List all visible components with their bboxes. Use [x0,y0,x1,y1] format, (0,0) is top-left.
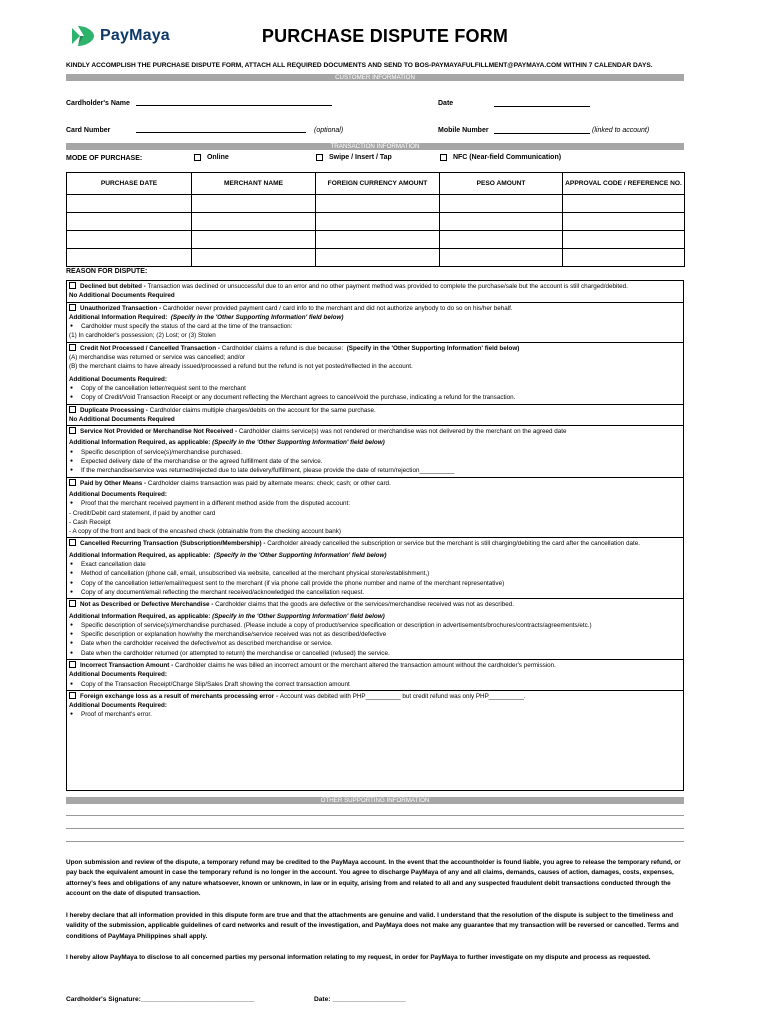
checkbox[interactable] [316,154,323,161]
other-info-line[interactable] [66,815,684,816]
reason-credit-not-processed: Credit Not Processed / Cancelled Transaction - Cardholder claims a refund is due because: (Specify in the 'Other Supporting Information' field below) (A) merchandise was returned or service was cancelled; and/or (B) the merchant claims to have already issued/processed a refund but the refund is not yet posted/reflected in the account. Additional Documents Required: ● Copy of the cancellation letter/request sent to the merchant ● Copy of Credit/Void Transaction Receipt or any document reflecting the Merchant agrees to cancel/void the purchase, indicating a refund for the transaction. [67,343,683,405]
checkbox[interactable] [69,661,76,668]
terms-disclosure: I hereby allow PayMaya to disclose to all concerned parties my personal information relating to my request, in order for PayMaya to further investigate on my dispute and process as requested. [66,954,651,961]
page-title: PURCHASE DISPUTE FORM [261,26,509,46]
reason-fx-loss: Foreign exchange loss as a result of merchants processing error - Account was debited with PHP__________ but credit refund was only PHP__________. Additional Documents Required: ● Proof of merchant's error. [67,691,683,721]
table-row[interactable] [67,249,685,267]
table-row[interactable] [67,195,685,213]
other-info-line[interactable] [66,841,684,842]
mobile-note: (linked to account) [592,127,650,134]
reason-title: REASON FOR DISPUTE: [66,268,148,275]
checkbox[interactable] [69,344,76,351]
card-number-note: (optional) [314,127,344,134]
checkbox[interactable] [69,304,76,311]
col-foreign-amount: FOREIGN CURRENCY AMOUNT [316,173,440,195]
mode-nfc[interactable]: NFC (Near-field Communication) [440,154,561,161]
cardholder-name-field[interactable] [136,105,332,106]
col-peso-amount: PESO AMOUNT [440,173,563,195]
reasons-box [66,280,684,791]
table-row[interactable] [67,231,685,249]
checkbox[interactable] [69,600,76,607]
brand-name: PayMaya [100,27,170,44]
transaction-info-bar: TRANSACTION INFORMATION [66,143,684,150]
checkbox[interactable] [69,282,76,289]
cardholder-name-label: Cardholder's Name [66,100,130,107]
reason-other-means: Paid by Other Means - Cardholder claims transaction was paid by alternate means: check; cash; or other card. Additional Documents Required: ● Proof that the merchant received payment in a different method aside from the disputed account: - Credit/Debit card statement, if paid by another card - Cash Receipt - A copy of the front and back of the encashed check (obtainable from the checking account bank) [67,478,683,539]
checkbox[interactable] [69,479,76,486]
other-info-line[interactable] [66,828,684,829]
signature-date-field[interactable]: Date: ____________________ [314,996,406,1003]
card-number-label: Card Number [66,127,111,134]
terms-refund: Upon submission and review of the dispute, a temporary refund may be credited to the PayMaya account. In the event that the accountholder is found liable, you agree to release the temporary refund, or pay back the equivalent amount in case the temporary refund is no longer in the account. You agree to discharge PayMaya of any and all claims, demands, causes of action, damages, costs, expenses, attorney's fees and obligations of any nature whatsoever, known or unknown, in law or in equity, arising from and related to all and any suspected fraudulent debit transactions conducted through the account on the date of disputed transaction. [66,859,681,897]
col-approval-code: APPROVAL CODE / REFERENCE NO. [563,173,685,195]
table-header-row [67,173,685,195]
checkbox[interactable] [69,539,76,546]
reason-declined: Declined but debited - Transaction was declined or unsuccessful due to an error and no other payment method was provided to complete the purchase/sale but the account is still charged/debited. No Additional Documents Required [67,281,683,303]
instruction-text: KINDLY ACCOMPLISH THE PURCHASE DISPUTE FORM, ATTACH ALL REQUIRED DOCUMENTS AND SEND TO BOS-PAYMAYAFULFILLMENT@PAYMAYA.COM WITHIN 7 CALENDAR DAYS. [66,62,653,69]
other-info-bar: OTHER SUPPORTING INFORMATION [66,797,684,804]
checkbox[interactable] [69,406,76,413]
checkbox[interactable] [69,692,76,699]
reason-incorrect-amount: Incorrect Transaction Amount - Cardholder claims he was billed an incorrect amount or the merchant altered the transaction amount without the cardholder's permission. Additional Documents Required: ● Copy of the Transaction Receipt/Charge Slip/Sales Draft showing the correct transaction amount [67,660,683,691]
table-row[interactable] [67,213,685,231]
checkbox[interactable] [194,154,201,161]
reason-defective: Not as Described or Defective Merchandise - Cardholder claims that the goods are defective or the services/merchandise received was not as described. Additional Information Required, as applicable: (Specify in the 'Other Supporting Information' field below) ● Specific description of service(s)/merchandise purchased. (Please include a copy of product/service specification or description in advertisements/brochures/contracts/agreements/etc.) ● Specific description or explanation how/why the merchandise/service received was not as described/defective ● Date when the cardholder received the defective/not as described merchandise or service. ● Date when the cardholder returned (or attempted to return) the merchandise or cancelled (refused) the service. [67,599,683,660]
mode-of-purchase-label: MODE OF PURCHASE: [66,155,143,162]
card-number-field[interactable] [136,132,306,133]
checkbox[interactable] [69,427,76,434]
reason-recurring: Cancelled Recurring Transaction (Subscription/Membership) - Cardholder already cancelled the subscription or service but the merchant is still charging/debiting the card after the cancellation date. Additional Information Required, as applicable: (Specify in the 'Other Supporting Information' field below) ● Exact cancellation date ● Method of cancellation (phone call, email, unsubscribed via website, cancelled at the merchant physical store/establishment,) ● Copy of the cancellation letter/email/request sent to the merchant (if via phone call provide the phone number and name of the merchant representative) ● Copy of any document/email reflecting the merchant received/acknowledged the cancellation request. [67,538,683,599]
mobile-field[interactable] [494,133,590,134]
col-merchant-name: MERCHANT NAME [192,173,316,195]
terms-declaration: I hereby declare that all information provided in this dispute form are true and that the attachments are genuine and valid. I understand that the resolution of the dispute is subject to the timeliness and validity of the submission, applicable guidelines of card networks and result of the investigation, and PayMaya does not make any guarantee that my transaction will be reversed or cancelled. Terms and conditions of PayMaya Philippines shall apply. [66,912,679,940]
reason-duplicate: Duplicate Processing - Cardholder claims multiple charges/debits on the account for the same purchase. No Additional Documents Required [67,405,683,427]
date-field[interactable] [494,106,590,107]
mobile-label: Mobile Number [438,127,489,134]
checkbox[interactable] [440,154,447,161]
transactions-table [66,172,685,267]
col-purchase-date: PURCHASE DATE [67,173,192,195]
mode-swipe[interactable]: Swipe / Insert / Tap [316,154,392,161]
mode-online[interactable]: Online [194,154,229,161]
reason-not-received: Service Not Provided or Merchandise Not Received - Cardholder claims service(s) was not rendered or merchandise was not delivered by the merchant on the agreed date Additional Information Required, as applicable: (Specify in the 'Other Supporting Information' field below) ● Specific description of service(s)/merchandise purchased. ● Expected delivery date of the merchandise or the agreed fulfillment date of the service. ● If the merchandise/service was returned/rejected due to late delivery/fulfillment, please provide the date of return/rejection__________ [67,426,683,477]
date-label: Date [438,100,454,107]
customer-info-bar: CUSTOMER INFORMATION [66,74,684,81]
reason-unauthorized: Unauthorized Transaction - Cardholder never provided payment card / card info to the merchant and did not authorize anybody to do so on his/her behalf. Additional Information Required: (Specify in the 'Other Supporting Information' field below) ● Cardholder must specify the status of the card at the time of the transaction: (1) In cardholder's possession; (2) Lost; or (3) Stolen [67,303,683,343]
signature-field[interactable]: Cardholder's Signature:_______________________________ [66,996,255,1003]
